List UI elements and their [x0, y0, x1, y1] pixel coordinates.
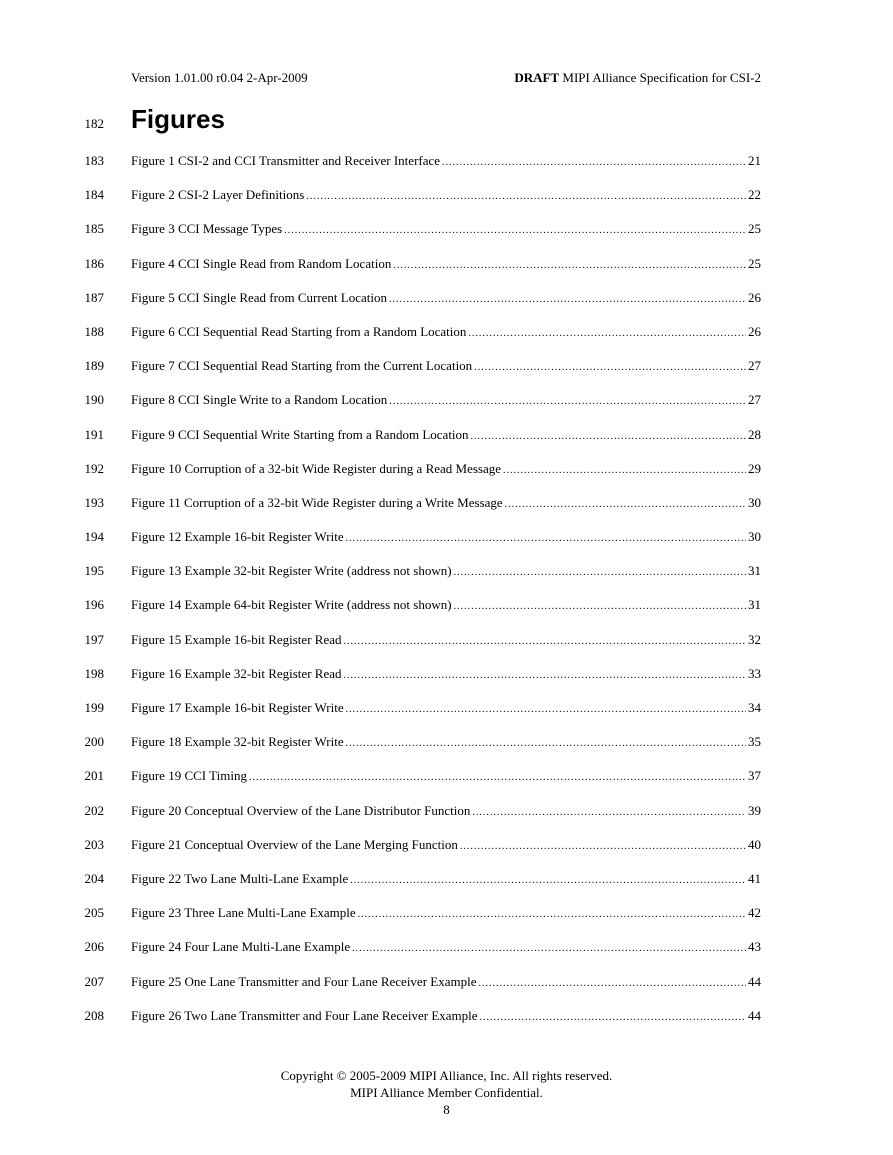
figure-page-number: 33: [748, 665, 761, 681]
figure-entry[interactable]: [0, 904, 893, 938]
figure-label: Figure 20 Conceptual Overview of the Lane Distributor Function: [131, 802, 471, 818]
line-number: 183: [84, 153, 104, 168]
figures-list: [0, 152, 893, 1041]
dot-leader: [346, 701, 746, 718]
figure-link[interactable]: [131, 494, 761, 513]
figure-entry[interactable]: [0, 186, 893, 220]
figure-label: Figure 12 Example 16-bit Register Write: [131, 529, 344, 545]
figure-entry[interactable]: [0, 938, 893, 972]
figure-link[interactable]: [131, 357, 761, 376]
figure-page-number: 32: [748, 631, 761, 647]
figure-page-number: 29: [748, 460, 761, 476]
figure-label: Figure 21 Conceptual Overview of the Lane Merging Function: [131, 836, 458, 852]
figure-label: Figure 18 Example 32-bit Register Write: [131, 734, 344, 750]
dot-leader: [468, 325, 746, 342]
line-number: 207: [84, 973, 104, 989]
line-number: 189: [84, 358, 104, 374]
figure-label: Figure 25 One Lane Transmitter and Four Lane Receiver Example: [131, 973, 477, 989]
figure-entry[interactable]: [0, 357, 893, 391]
figure-link[interactable]: [131, 426, 761, 445]
dot-leader: [352, 940, 746, 957]
figure-page-number: 27: [748, 392, 761, 408]
figure-entry[interactable]: [0, 870, 893, 904]
figure-label: Figure 15 Example 16-bit Register Read: [131, 631, 342, 647]
line-number: 190: [84, 392, 104, 408]
figure-page-number: 37: [748, 768, 761, 784]
figure-label: Figure 10 Corruption of a 32-bit Wide Register during a Read Message: [131, 460, 502, 476]
figure-entry[interactable]: [0, 220, 893, 254]
dot-leader: [343, 633, 746, 650]
figure-link[interactable]: [131, 699, 761, 718]
line-number: 198: [84, 665, 104, 681]
figure-link[interactable]: [131, 460, 761, 479]
figure-entry[interactable]: [0, 802, 893, 836]
figure-label: Figure 5 CCI Single Read from Current Location: [131, 289, 387, 305]
figure-entry[interactable]: [0, 1007, 893, 1041]
figure-page-number: 22: [748, 187, 761, 203]
figure-link[interactable]: [131, 733, 761, 752]
figure-page-number: 25: [748, 221, 761, 237]
dot-leader: [460, 838, 746, 855]
dot-leader: [474, 359, 746, 376]
figure-entry[interactable]: [0, 255, 893, 289]
dot-leader: [346, 530, 746, 547]
confidential-text: MIPI Alliance Member Confidential.: [350, 1085, 543, 1100]
dot-leader: [389, 291, 746, 308]
figure-label: Figure 8 CCI Single Write to a Random Location: [131, 392, 388, 408]
line-number: 206: [84, 939, 104, 955]
figure-page-number: 41: [748, 870, 761, 886]
figure-label: Figure 22 Two Lane Multi-Lane Example: [131, 870, 349, 886]
version-text: Version 1.01.00 r0.04 2-Apr-2009: [131, 70, 308, 85]
figure-page-number: 26: [748, 323, 761, 339]
draft-label: DRAFT: [514, 70, 560, 85]
figure-page-number: 31: [748, 563, 761, 579]
figure-entry[interactable]: [0, 494, 893, 528]
figure-link[interactable]: [131, 1007, 761, 1026]
line-number: 192: [84, 460, 104, 476]
figure-label: Figure 1 CSI-2 and CCI Transmitter and Receiver Interface: [131, 153, 441, 168]
line-number: 184: [84, 187, 104, 203]
line-number: 196: [84, 597, 104, 613]
page-footer: [0, 1067, 893, 1118]
figure-page-number: 43: [748, 939, 761, 955]
dot-leader: [471, 428, 746, 445]
figure-entry[interactable]: [0, 289, 893, 323]
figure-page-number: 44: [748, 1007, 761, 1023]
dot-leader: [454, 564, 746, 581]
line-number: 204: [84, 870, 104, 886]
dot-leader: [358, 906, 746, 923]
figure-link[interactable]: [131, 870, 761, 889]
figure-page-number: 30: [748, 494, 761, 510]
figure-entry[interactable]: [0, 973, 893, 1007]
figure-link[interactable]: [131, 255, 761, 274]
figure-entry[interactable]: [0, 323, 893, 357]
line-number: 188: [84, 323, 104, 339]
figure-link[interactable]: [131, 836, 761, 855]
figure-entry[interactable]: [0, 460, 893, 494]
title-line-number: 182: [84, 116, 104, 131]
figure-label: Figure 26 Two Lane Transmitter and Four Lane Receiver Example: [131, 1007, 478, 1023]
figure-page-number: 44: [748, 973, 761, 989]
figure-link[interactable]: [131, 289, 761, 308]
figure-link[interactable]: [131, 767, 761, 786]
line-number: 202: [84, 802, 104, 818]
figure-entry[interactable]: [0, 562, 893, 596]
dot-leader: [480, 1009, 746, 1026]
figure-entry[interactable]: [0, 152, 893, 186]
line-number: 197: [84, 631, 104, 647]
dot-leader: [249, 769, 746, 786]
figure-link[interactable]: [131, 562, 761, 581]
figure-page-number: 40: [748, 836, 761, 852]
spec-name: MIPI Alliance Specification for CSI-2: [562, 70, 761, 85]
figure-entry[interactable]: [0, 391, 893, 425]
line-number: 208: [84, 1007, 104, 1023]
line-number: 187: [84, 289, 104, 305]
figure-entry[interactable]: [0, 665, 893, 699]
figure-link[interactable]: [131, 323, 761, 342]
figure-link[interactable]: [131, 528, 761, 547]
figure-label: Figure 16 Example 32-bit Register Read: [131, 665, 342, 681]
dot-leader: [472, 804, 746, 821]
figure-label: Figure 9 CCI Sequential Write Starting from a Random Location: [131, 426, 469, 442]
line-number: 191: [84, 426, 104, 442]
figure-entry[interactable]: [0, 426, 893, 460]
dot-leader: [346, 735, 746, 752]
copyright-text: Copyright © 2005-2009 MIPI Alliance, Inc. All rights reserved.: [280, 1068, 613, 1083]
line-number: 185: [84, 221, 104, 237]
figure-entry[interactable]: [0, 836, 893, 870]
line-number: 199: [84, 700, 104, 715]
figure-page-number: 42: [748, 905, 761, 921]
figure-link[interactable]: [131, 186, 761, 205]
spec-title: [514, 69, 761, 86]
dot-leader: [343, 667, 746, 684]
figure-page-number: 30: [748, 529, 761, 545]
figure-label: Figure 19 CCI Timing: [131, 768, 247, 784]
figure-link[interactable]: [131, 152, 761, 171]
line-number: 203: [84, 836, 104, 852]
dot-leader: [389, 393, 746, 410]
figure-page-number: 35: [748, 734, 761, 750]
figure-page-number: 25: [748, 255, 761, 271]
figure-page-number: 28: [748, 426, 761, 442]
figure-entry[interactable]: [0, 528, 893, 562]
figure-label: Figure 4 CCI Single Read from Random Location: [131, 255, 392, 271]
line-number: 201: [84, 768, 104, 784]
figure-entry[interactable]: [0, 596, 893, 630]
line-number: 205: [84, 905, 104, 921]
line-number: 195: [84, 563, 104, 579]
figure-label: Figure 14 Example 64-bit Register Write (address not shown): [131, 597, 452, 613]
figure-entry[interactable]: [0, 733, 893, 767]
page-number: 8: [443, 1102, 450, 1117]
figure-page-number: 39: [748, 802, 761, 818]
figure-label: Figure 3 CCI Message Types: [131, 221, 283, 237]
line-number: 194: [84, 529, 104, 545]
figure-link[interactable]: [131, 802, 761, 821]
figure-label: Figure 7 CCI Sequential Read Starting from the Current Location: [131, 358, 473, 374]
figure-page-number: 27: [748, 358, 761, 374]
figure-link[interactable]: [131, 938, 761, 957]
figure-label: Figure 6 CCI Sequential Read Starting from a Random Location: [131, 323, 467, 339]
figure-label: Figure 24 Four Lane Multi-Lane Example: [131, 939, 351, 955]
figure-link[interactable]: [131, 596, 761, 615]
dot-leader: [479, 975, 747, 992]
dot-leader: [454, 598, 746, 615]
figure-label: Figure 2 CSI-2 Layer Definitions: [131, 187, 305, 203]
dot-leader: [505, 496, 746, 513]
figure-label: Figure 11 Corruption of a 32-bit Wide Register during a Write Message: [131, 494, 503, 510]
figure-label: Figure 23 Three Lane Multi-Lane Example: [131, 905, 356, 921]
dot-leader: [442, 154, 746, 171]
dot-leader: [284, 222, 746, 239]
figure-link[interactable]: [131, 631, 761, 650]
figure-link[interactable]: [131, 973, 761, 992]
figure-entry[interactable]: [0, 631, 893, 665]
figure-label: Figure 17 Example 16-bit Register Write: [131, 700, 344, 715]
figure-entry[interactable]: [0, 767, 893, 801]
figure-page-number: 34: [748, 700, 761, 715]
dot-leader: [306, 188, 746, 205]
dot-leader: [350, 872, 746, 889]
line-number: 200: [84, 734, 104, 750]
figure-page-number: 26: [748, 289, 761, 305]
figure-label: Figure 13 Example 32-bit Register Write (address not shown): [131, 563, 452, 579]
figure-link[interactable]: [131, 665, 761, 684]
figure-link[interactable]: [131, 391, 761, 410]
line-number: 193: [84, 494, 104, 510]
page-title: Figures: [131, 104, 225, 134]
figure-link[interactable]: [131, 220, 761, 239]
dot-leader: [393, 257, 746, 274]
figure-page-number: 21: [748, 153, 761, 168]
figure-entry[interactable]: [0, 699, 893, 733]
figure-page-number: 31: [748, 597, 761, 613]
line-number: 186: [84, 255, 104, 271]
figure-link[interactable]: [131, 904, 761, 923]
dot-leader: [503, 462, 746, 479]
